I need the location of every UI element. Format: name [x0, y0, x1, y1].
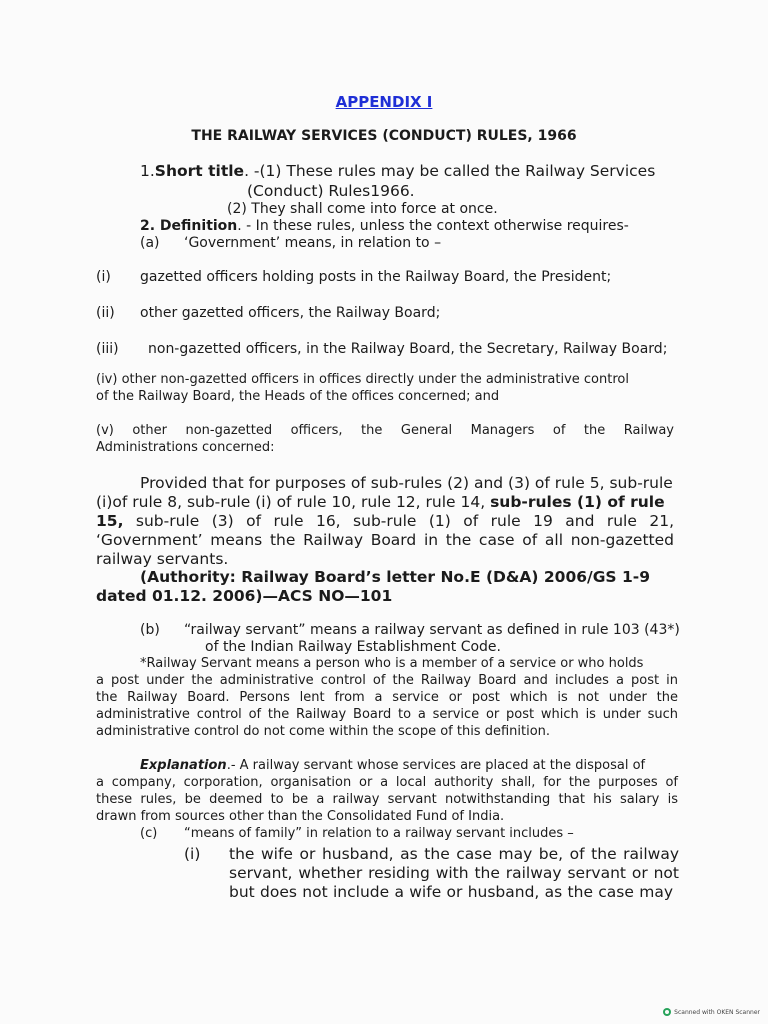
- explanation-line1: [140, 758, 645, 773]
- proviso-line2-bold: sub-rules (1) of rule: [490, 493, 665, 511]
- item-ii-text: other gazetted officers, the Railway Board;: [140, 305, 441, 321]
- rule1-line2: (Conduct) Rules1966.: [247, 182, 415, 200]
- proviso-line2-text: (i)of rule 8, sub-rule (i) of rule 10, rule 12, rule 14,: [96, 493, 491, 511]
- explanation-line4: drawn from sources other than the Consolidated Fund of India.: [96, 809, 505, 824]
- authority-line2: dated 01.12. 2006)—ACS NO—101: [96, 587, 393, 605]
- b-note-line5: administrative control do not come within the scope of this definition.: [96, 724, 551, 739]
- explanation-line3: these rules, be deemed to be a railway servant notwithstanding that his salary is: [96, 792, 678, 807]
- rule2-intro: [140, 218, 629, 234]
- rule1-heading: Short title: [154, 162, 245, 180]
- rule1-line3: (2) They shall come into force at once.: [227, 201, 498, 217]
- scanner-logo-icon: [663, 1008, 671, 1016]
- b-note-line2: a post under the administrative control of the Railway Board and includes a post in: [96, 673, 678, 688]
- b-note-line1: *Railway Servant means a person who is a member of a service or who holds: [140, 656, 644, 671]
- proviso-line4: ‘Government’ means the Railway Board in the case of all non-gazetted: [96, 531, 674, 549]
- document-title: THE RAILWAY SERVICES (CONDUCT) RULES, 1966: [191, 128, 577, 144]
- proviso-line3-bold: 15,: [96, 512, 124, 530]
- item-ii-marker: (ii): [96, 305, 115, 321]
- proviso-line1: Provided that for purposes of sub-rules (2) and (3) of rule 5, sub-rule: [140, 474, 673, 492]
- b-line2: of the Indian Railway Establishment Code.: [205, 639, 501, 655]
- c-marker: (c): [140, 826, 158, 841]
- proviso-line3: [96, 512, 674, 530]
- item-i-text: gazetted officers holding posts in the Railway Board, the President;: [140, 269, 612, 285]
- proviso-line2: [96, 493, 665, 511]
- c-i-line2: servant, whether residing with the railway servant or not: [229, 864, 679, 882]
- b-line1: “railway servant” means a railway servant as defined in rule 103 (43*): [184, 622, 680, 638]
- item-i-marker: (i): [96, 269, 111, 285]
- rule2-a-marker: (a): [140, 235, 160, 251]
- authority-line1: (Authority: Railway Board’s letter No.E (D&A) 2006/GS 1-9: [140, 568, 650, 586]
- item-v-line1: (v) other non-gazetted officers, the General Managers of the Railway: [96, 423, 674, 438]
- b-note-line4: administrative control of the Railway Board to a service or post which is under such: [96, 707, 678, 722]
- explanation-text: .- A railway servant whose services are placed at the disposal of: [226, 758, 646, 773]
- explanation-heading: Explanation: [140, 758, 227, 773]
- rule2-a-text: ‘Government’ means, in relation to –: [184, 235, 442, 251]
- item-v-line2: Administrations concerned:: [96, 440, 275, 455]
- rule1-line1: [140, 162, 655, 180]
- rule2-heading: 2. Definition: [140, 218, 238, 234]
- item-iii-text: non-gazetted officers, in the Railway Board, the Secretary, Railway Board;: [148, 341, 668, 357]
- c-i-marker: (i): [184, 845, 201, 863]
- rule2-text: . - In these rules, unless the context otherwise requires-: [237, 218, 629, 234]
- explanation-line2: a company, corporation, organisation or a local authority shall, for the purposes of: [96, 775, 678, 790]
- c-i-line3: but does not include a wife or husband, as the case may: [229, 883, 673, 901]
- scanner-watermark: [663, 1008, 760, 1016]
- c-text: “means of family” in relation to a railway servant includes –: [184, 826, 574, 841]
- c-i-line1: the wife or husband, as the case may be, of the railway: [229, 845, 679, 863]
- rule1-text: . -(1) These rules may be called the Railway Services: [244, 162, 656, 180]
- appendix-heading: APPENDIX I: [335, 93, 433, 111]
- proviso-line3-text: sub-rule (3) of rule 16, sub-rule (1) of rule 19 and rule 21,: [123, 512, 674, 530]
- b-marker: (b): [140, 622, 160, 638]
- item-iv-line2: of the Railway Board, the Heads of the offices concerned; and: [96, 389, 500, 404]
- item-iii-marker: (iii): [96, 341, 119, 357]
- rule1-number: 1.: [140, 162, 155, 180]
- item-iv-line1: (iv) other non-gazetted officers in offices directly under the administrative control: [96, 372, 629, 387]
- b-note-line3: the Railway Board. Persons lent from a service or post which is not under the: [96, 690, 678, 705]
- proviso-line5: railway servants.: [96, 550, 229, 568]
- scanner-text: Scanned with OKEN Scanner: [674, 1008, 760, 1016]
